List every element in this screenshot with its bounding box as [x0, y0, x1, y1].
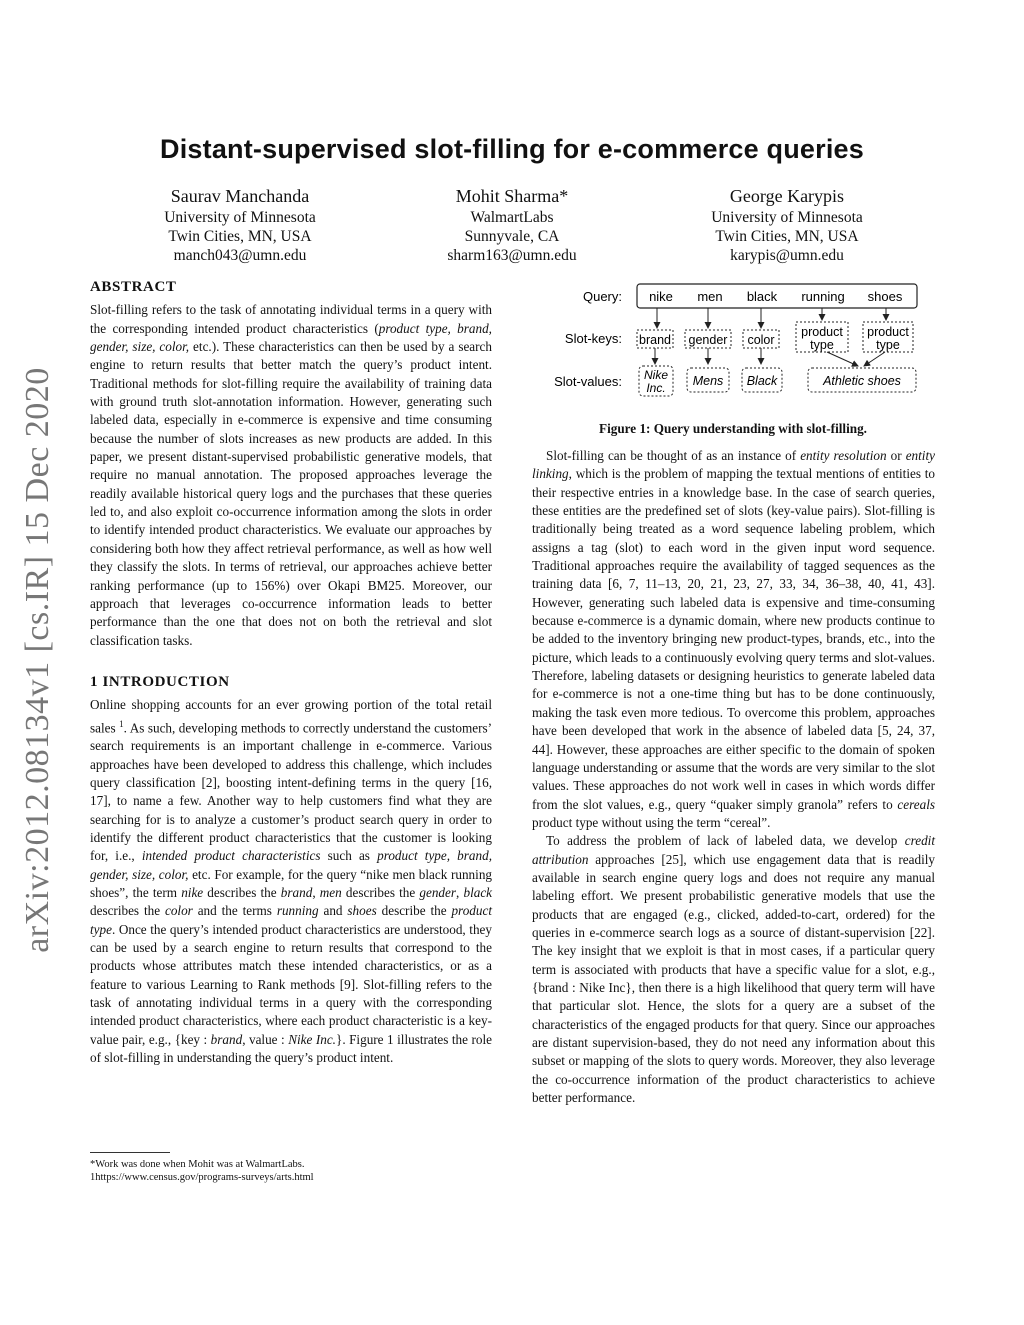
arrow-ptype2-value [864, 352, 885, 366]
slot-value-athletic: Athletic shoes [823, 374, 901, 388]
abstract-text: Slot-filling refers to the task of annotating individual terms in a query with the corresponding intended product characteristics (product type, brand, gender, size, color, etc.). These characteristics can then be used by a search engine to return results that better match the query’s product intent. Traditional methods for slot-filling require the availability of training data with ground truth slot-annotation information. However, generating such labeled data, especially in e-commerce is expensive and time consuming because the number of slots increases as new products are added. In this paper, we present distant-supervised probabilistic generative models, that require no manual annotation. The proposed approaches leverage the readily available historical query logs and the purchases that these queries led to, and also exploit co-occurrence information among the slots in order to identify intended product characteristics. We evaluate our approaches by considering both how they affect retrieval performance, as well as how well they classify the slots. In terms of retrieval, our approaches achieve better ranking performance (up to 156%) over Okapi BM25. Moreover, our approach that leverages co-occurrence information leads to better performance than the one that does not on both the retrieval and slot classification tasks. [90, 302, 492, 648]
query-term-running: running [801, 289, 845, 304]
slot-key-brand: brand [639, 333, 671, 347]
figure-caption: Figure 1: Query understanding with slot-filling. [599, 421, 867, 436]
author-location: Twin Cities, MN, USA [168, 228, 312, 245]
row-label-query: Query: [582, 289, 622, 304]
author-email: karypis@umn.edu [730, 247, 844, 264]
right-paragraph-1: Slot-filling can be thought of as an instance of entity resolution or entity linking, which is the problem of mapping the textual mentions of entities to their respective entries in a knowledge base. In the case of search queries, these entities are the predefined set of slots (key-value pairs). Slot-filling is traditionally being treated as a word sequence labeling problem, which assigns a tag (slot) to each word in the given input word sequence. Traditional approaches require the availability of tagged sequences as the training data [6, 7, 11–13, 20, 21, 23, 27, 33, 34, 36–38, 40, 41, 43]. However, generating such labeled data is expensive and time-consuming because e-commerce is a dynamic domain, where new products continue to be added to the inventory bringing new product-types, brands, etc., into the picture, which leads to a continuously evolving query terms and slot-values. Therefore, labeling datasets or designing heuristics to generate labeled data for e-commerce is not a one-time thing but has to be done continuously, making the task even more tedious. To overcome this problem, approaches have been developed that work in the absence of labeled data [5, 24, 37, 44]. However, these approaches are either specific to the domain of spoken language understanding or assume that the words are very similar to the slot values. These approaches do not work well in cases in which words differ from the slot values, e.g., query “quaker simply granola” refers to cereals product type without using the term “cereal”. [532, 448, 935, 830]
right-column [532, 447, 935, 1107]
author-3 [657, 184, 917, 265]
author-name: George Karypis [729, 186, 845, 206]
slot-value-nike: Nike Inc. [643, 368, 669, 395]
row-label-slot-values: Slot-values: [554, 374, 622, 389]
figure-1-diagram [545, 272, 937, 410]
intro-heading: 1 INTRODUCTION [90, 673, 230, 690]
arxiv-id: arXiv:2012.08134v1 [cs.IR] 15 Dec 2020 [19, 367, 56, 953]
slot-key-color: color [747, 333, 775, 347]
author-name: Saurav Manchanda [170, 186, 310, 206]
author-email: manch043@umn.edu [173, 247, 307, 264]
author-affiliation: University of Minnesota [711, 209, 863, 226]
row-label-slot-keys: Slot-keys: [564, 331, 622, 346]
intro-paragraph: Online shopping accounts for an ever growing portion of the total retail sales $^1$. As such, developing methods to correctly understand the customers’ search requirements is an important challenge in e-commerce. Various approaches have been developed to address this challenge, which includes query classification [2], boosting intent-defining terms in the query [16, 17], to name a few. Another way to help customers find what they are searching for is to analyze a customer’s product search query in order to identify the different product characteristics that the customer is looking for, i.e., intended product characteristics such as product type, brand, gender, size, color, etc. For example, for the query “nike men black running shoes”, the term nike describes the brand, men describes the gender, black describes the color and the terms running and shoes describe the product type. Once the query’s intended product characteristics are understood, they can be used by a search engine to return results that correspond to the products whose attributes match these intended characteristics, or as a feature to various Learning to Rank methods [9]. Slot-filling refers to the task of annotating individual terms in a query with the corresponding intended product characteristics, where each product characteristic is a key-value pair, e.g., {key : brand, value : Nike Inc.}. Figure 1 illustrates the role of slot-filling in understanding the query’s product intent. [90, 697, 493, 1066]
right-paragraph-2: To address the problem of lack of labeled data, we develop credit attribution approaches [25], which use engagement data that is readily available in search engine query logs and does not require any manual labeling effort. We present probabilistic generative models that use the products that are engaged (e.g., clicked, added-to-cart, ordered) for the queries in e-commerce search logs as a source of distant-supervision [22]. The key insight that we exploit is that in most cases, if a particular query term is associated with products that have a specific value for a slot, e.g., {brand : Nike Inc}, then there is a high likelihood that query term will have that particular slot. Hence, the slots for a query are a subset of the characteristics of the engaged products for that query. Since our approaches are distant supervision-based, they do not need any information about this subset or mapping of the slots to query words. Moreover, they also leverage the co-occurrence information of the product characteristics to achieve better performance. [532, 833, 935, 1106]
author-affiliation: University of Minnesota [164, 209, 316, 226]
slot-key-ptype1: product type [801, 325, 843, 352]
author-name: Mohit Sharma* [455, 186, 569, 206]
abstract-heading: ABSTRACT [90, 279, 177, 295]
query-term-men: men [697, 289, 723, 304]
arrow-ptype1-value [827, 352, 858, 366]
slot-key-gender: gender [688, 333, 728, 347]
author-1 [110, 184, 370, 265]
left-column [90, 278, 492, 1067]
footnotes [90, 1152, 510, 1184]
query-term-nike: nike [649, 289, 673, 304]
slot-value-mens: Mens [692, 374, 724, 388]
query-term-black: black [746, 289, 778, 304]
author-email: sharm163@umn.edu [447, 247, 577, 264]
author-location: Twin Cities, MN, USA [715, 228, 859, 245]
arxiv-sidebar-stamp [14, 360, 62, 960]
author-affiliation: WalmartLabs [470, 209, 554, 226]
footnote-rule [90, 1152, 170, 1153]
query-term-shoes: shoes [867, 289, 903, 304]
footnote-1: 1https://www.census.gov/programs-surveys/arts.html [90, 1172, 314, 1183]
author-location: Sunnyvale, CA [464, 228, 560, 245]
footnote-star: *Work was done when Mohit was at WalmartLabs. [90, 1159, 305, 1170]
paper-title: Distant-supervised slot-filling for e-commerce queries [160, 134, 864, 164]
slot-key-ptype2: product type [867, 325, 909, 352]
author-2 [382, 184, 642, 265]
slot-value-black: Black [746, 374, 778, 388]
